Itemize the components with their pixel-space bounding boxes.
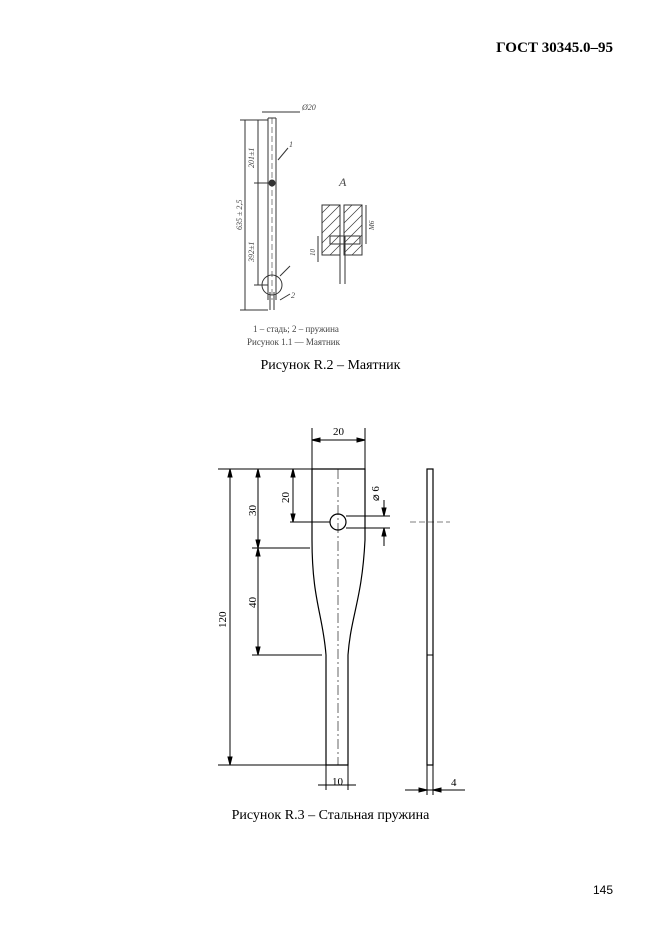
pendulum-upper-dim: 201±1 (247, 147, 256, 168)
page-number: 145 (592, 883, 613, 897)
pendulum-total-dim: 635 ± 2,5 (235, 199, 244, 230)
thickness-dim: 4 (451, 777, 457, 789)
callout-spring: 2 (291, 291, 295, 300)
hole-diameter-dim: ⌀ 6 (370, 486, 382, 501)
total-length-dim: 120 (217, 611, 229, 628)
transition-dim: 40 (247, 597, 259, 608)
callout-rod: 1 (289, 140, 293, 149)
width-bottom-dim: 10 (332, 776, 343, 788)
detail-thread-dim: M6 (368, 220, 376, 230)
upper-section-dim: 30 (247, 505, 259, 516)
inner-caption-line2: Рисунок 1.1 — Маятник (247, 337, 340, 347)
standard-header: ГОСТ 30345.0–95 (496, 40, 613, 56)
pendulum-diameter-dim: Ø20 (302, 103, 316, 112)
detail-view-label: A (339, 175, 347, 189)
detail-depth-dim: 10 (309, 249, 317, 256)
figure-r2-caption: Рисунок R.2 – Маятник (260, 358, 401, 373)
width-top-dim: 20 (333, 426, 344, 438)
hole-offset-dim: 20 (280, 492, 292, 503)
pendulum-lower-dim: 392±1 (247, 241, 256, 262)
inner-caption-line1: 1 – стадь; 2 – пружина (253, 324, 339, 334)
figure-r3-caption: Рисунок R.3 – Стальная пружина (231, 808, 430, 823)
